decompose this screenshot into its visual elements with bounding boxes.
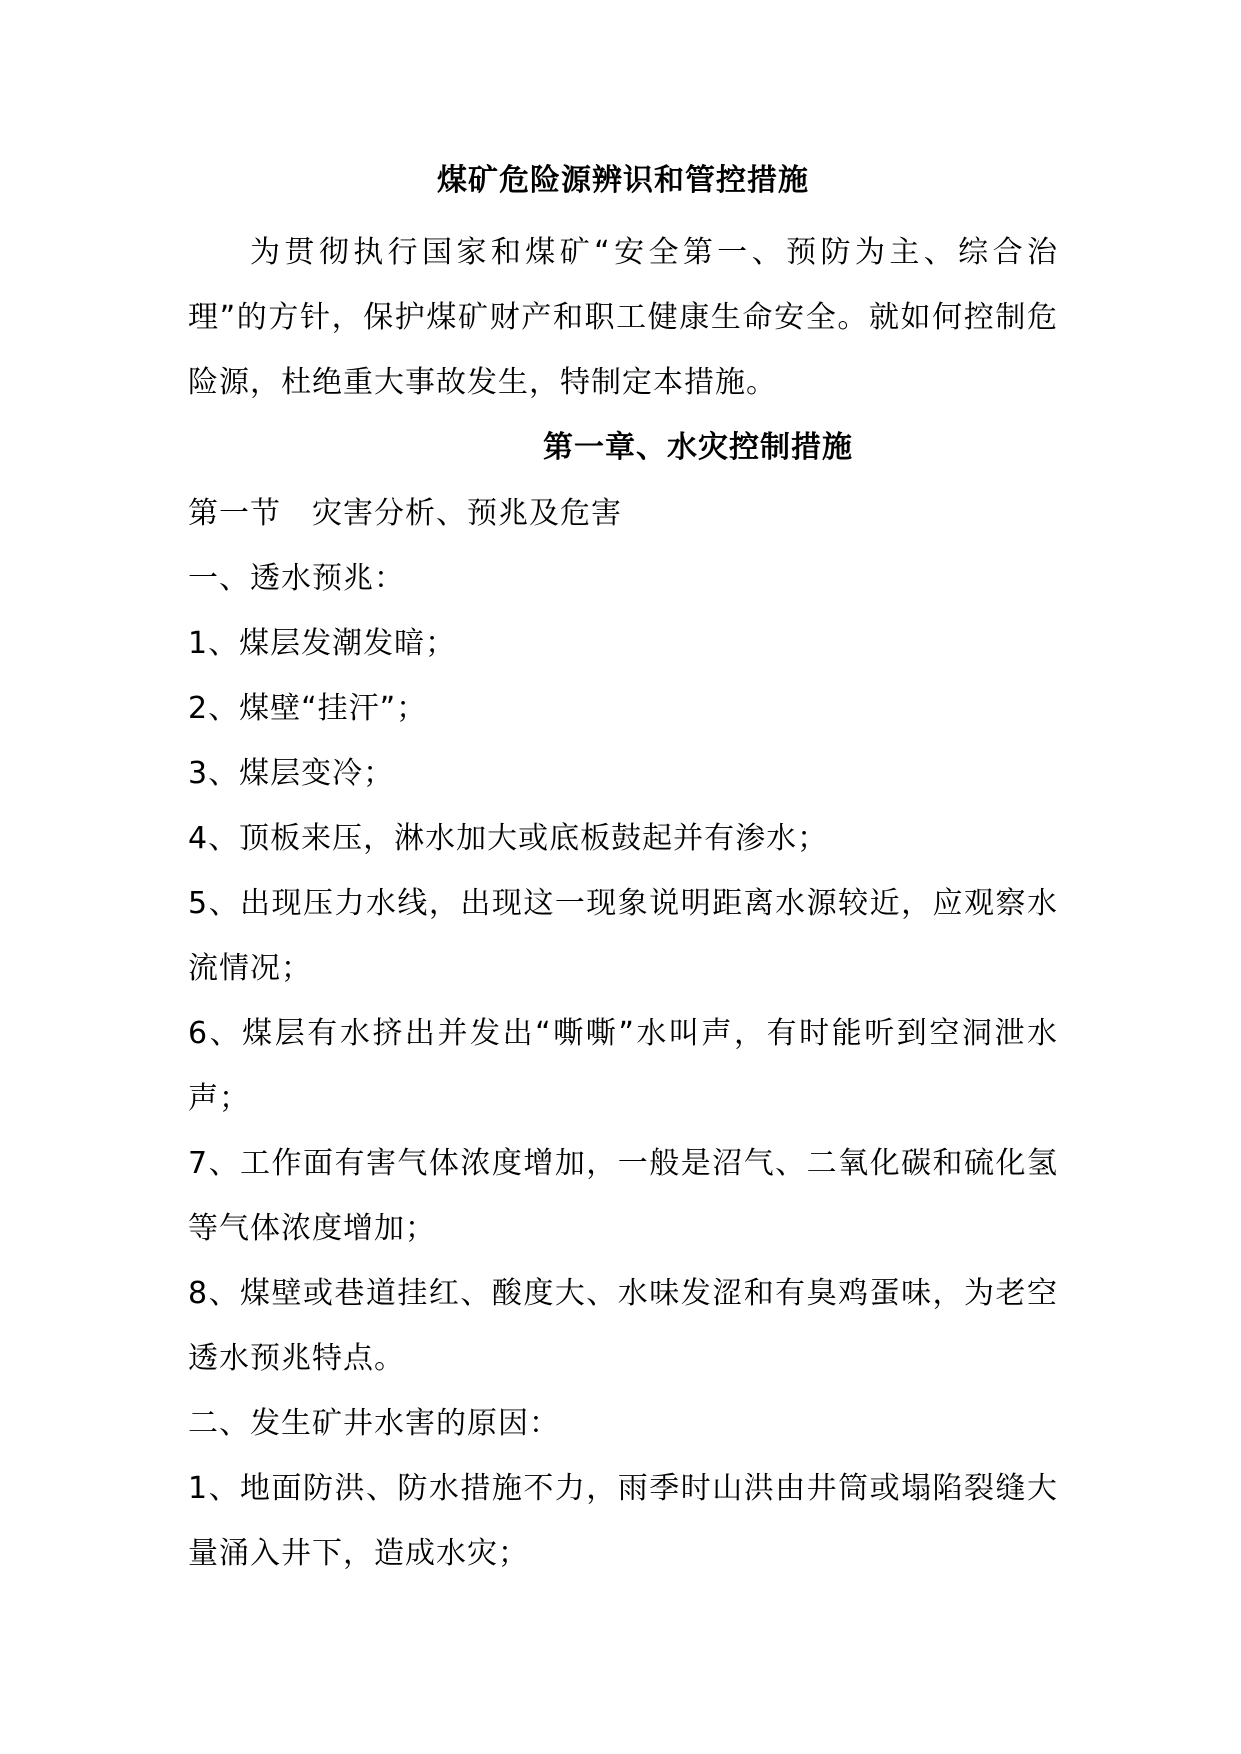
list-item: 8、煤壁或巷道挂红、酸度大、水味发涩和有臭鸡蛋味，为老空透水预兆特点。 xyxy=(188,1276,1058,1376)
chapter-body xyxy=(188,481,1058,1586)
document-title: 煤矿危险源辨识和管控措施 xyxy=(437,163,809,198)
chapter-title: 第一章、水灾控制措施 xyxy=(543,430,853,465)
list-item: 7、工作面有害气体浓度增加，一般是沼气、二氧化碳和硫化氢等气体浓度增加； xyxy=(188,1146,1058,1246)
list-item: 3、煤层变冷； xyxy=(188,756,395,791)
intro-paragraph: 为贯彻执行国家和煤矿“安全第一、预防为主、综合治理”的方针，保护煤矿财产和职工健康生命安全。就如何控制危险源，杜绝重大事故发生，特制定本措施。 xyxy=(188,235,1058,400)
list-item: 6、煤层有水挤出并发出“嘶嘶”水叫声，有时能听到空洞泄水声； xyxy=(188,1016,1058,1116)
part1-heading: 一、透水预兆： xyxy=(188,561,405,596)
list-item: 4、顶板来压，淋水加大或底板鼓起并有渗水； xyxy=(188,821,829,856)
list-item: 1、地面防洪、防水措施不力，雨季时山洪由井筒或塌陷裂缝大量涌入井下，造成水灾； xyxy=(188,1471,1058,1571)
list-item: 1、煤层发潮发暗； xyxy=(188,626,457,661)
list-item: 2、煤壁“挂汗”； xyxy=(188,691,428,726)
section-title: 第一节 灾害分析、预兆及危害 xyxy=(188,496,622,531)
part2-heading: 二、发生矿井水害的原因： xyxy=(188,1406,560,1441)
list-item: 5、出现压力水线，出现这一现象说明距离水源较近，应观察水流情况； xyxy=(188,886,1058,986)
